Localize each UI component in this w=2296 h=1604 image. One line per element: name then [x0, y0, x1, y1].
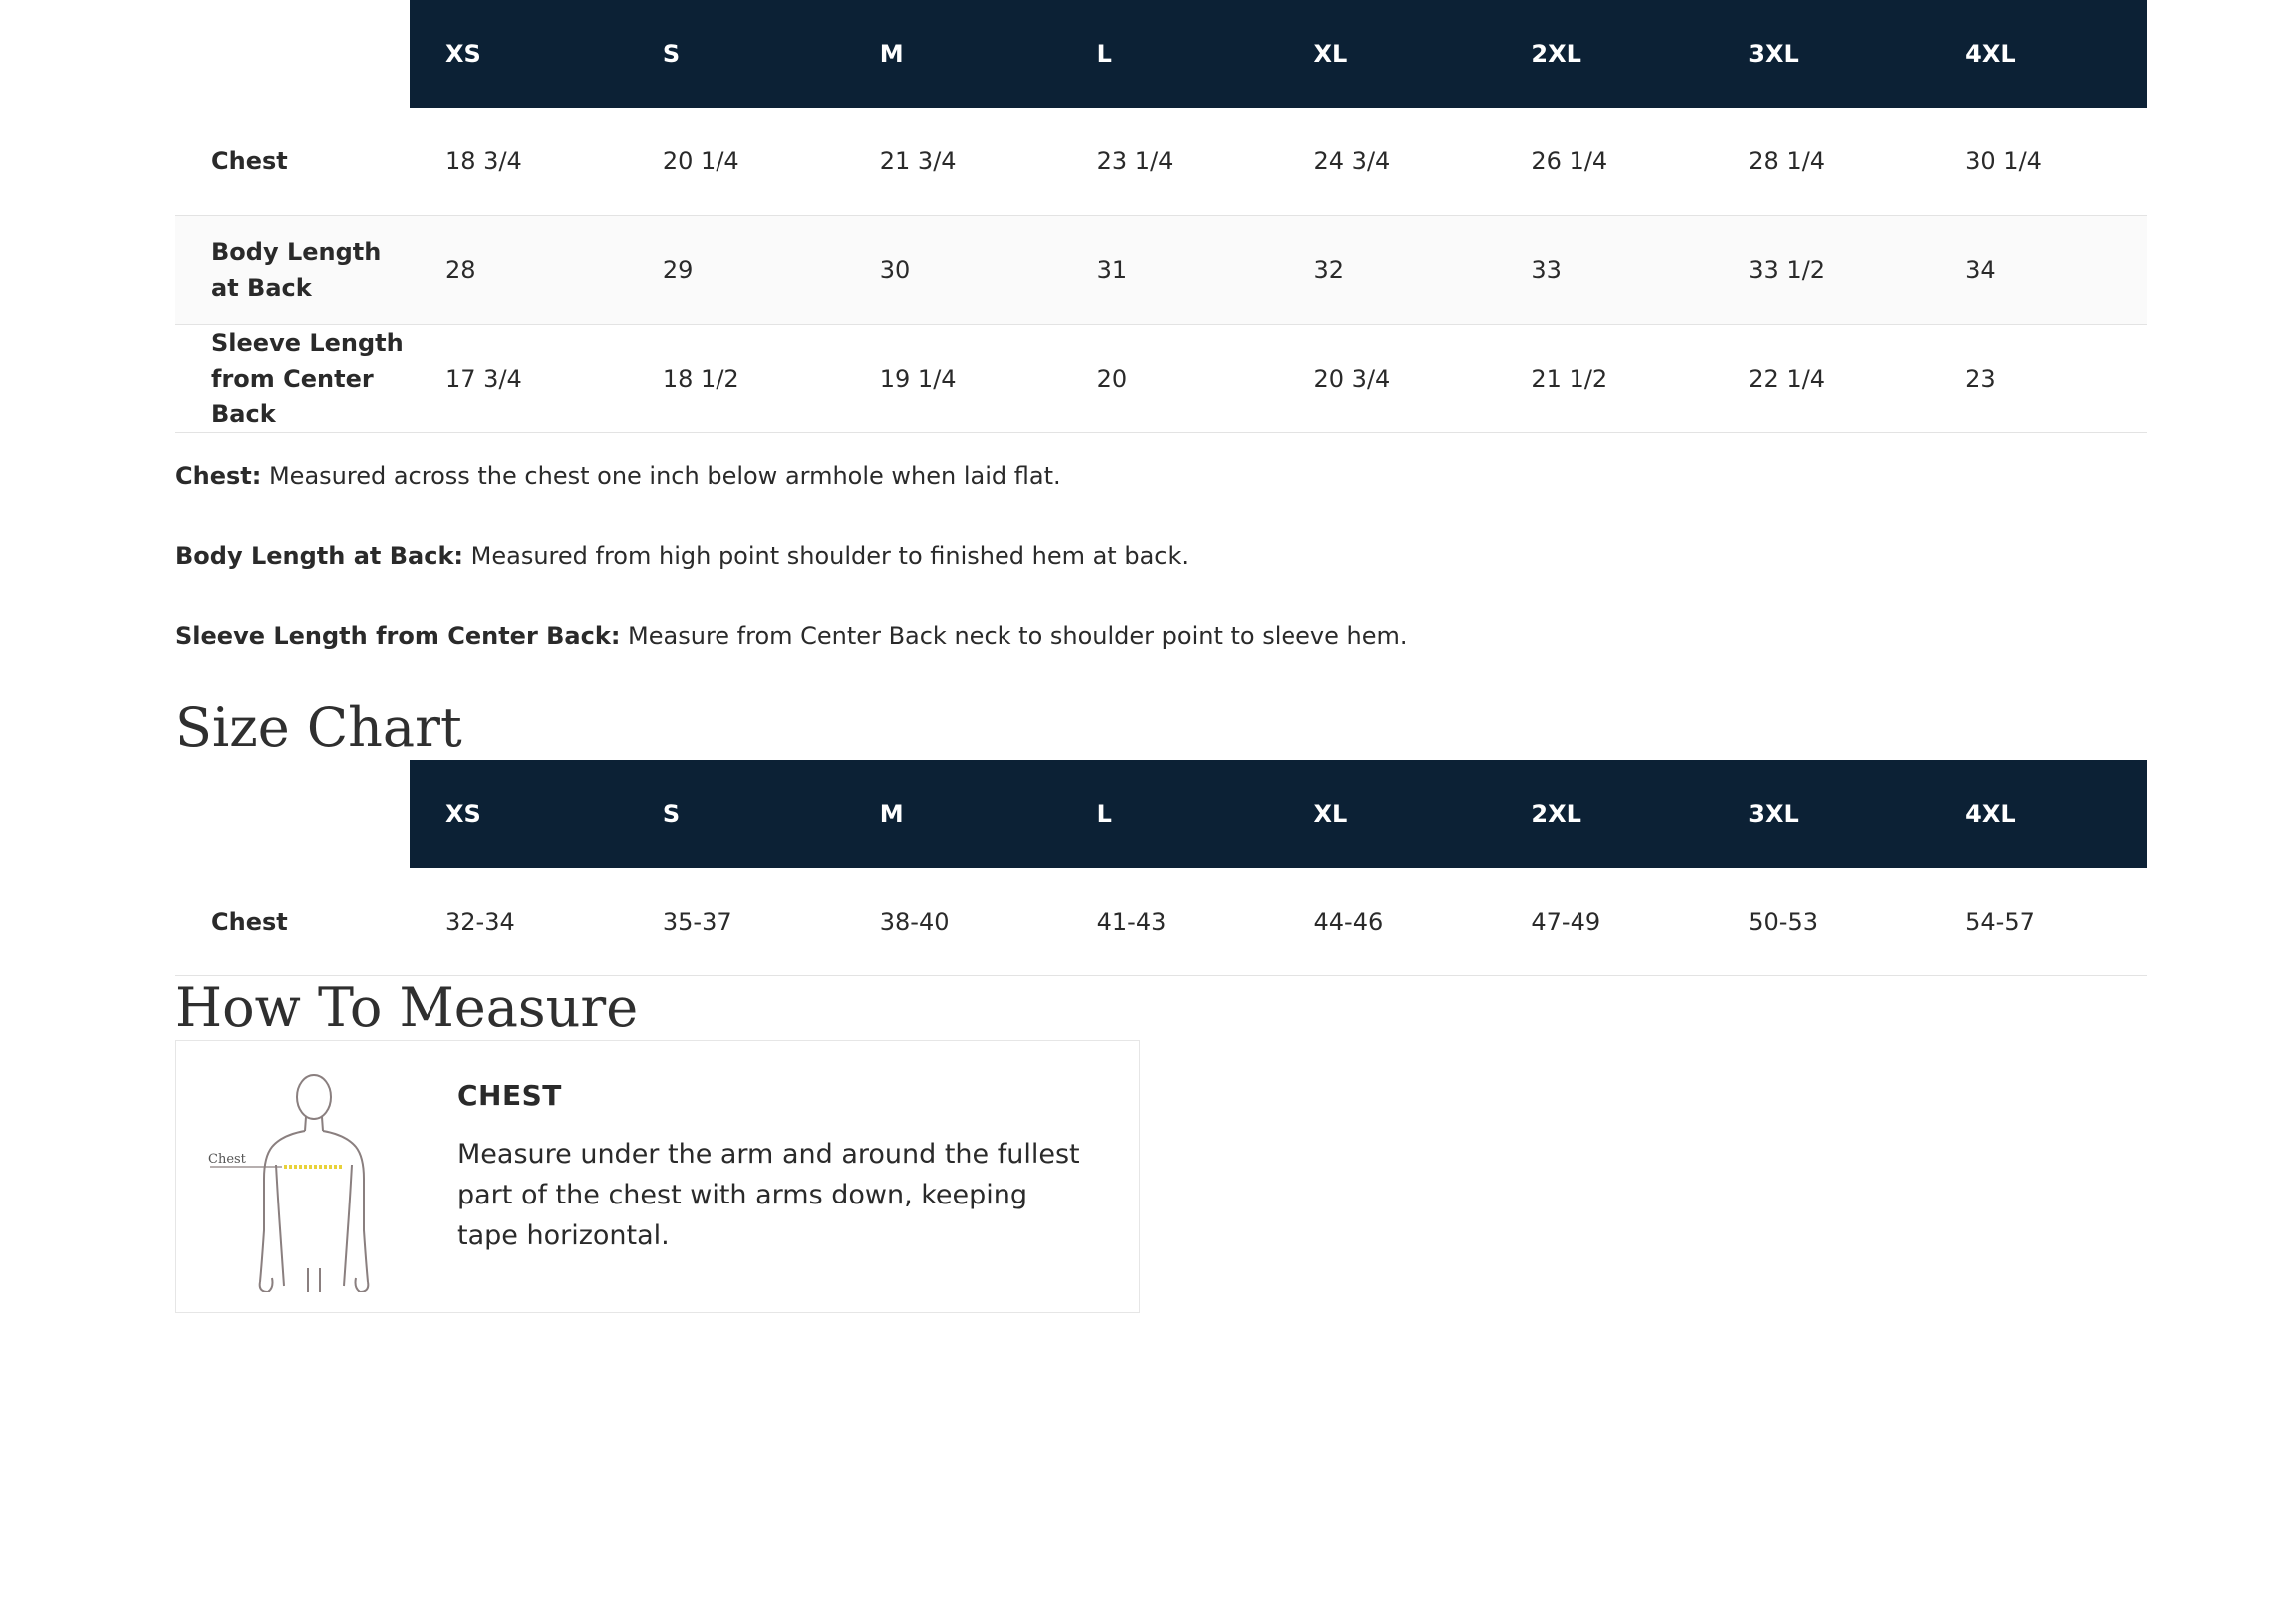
table-header-row — [175, 760, 2147, 868]
size-header: 4XL — [1929, 0, 2147, 108]
definition-term: Body Length at Back: — [175, 542, 464, 570]
table-cell: 28 1/4 — [1712, 108, 1929, 216]
measure-card-chest — [175, 1040, 1140, 1313]
size-chart-heading: Size Chart — [175, 696, 462, 759]
table-cell: 20 — [1061, 325, 1279, 433]
table-cell: 32-34 — [410, 868, 627, 976]
table-cell: 47-49 — [1495, 868, 1712, 976]
size-header: S — [627, 0, 844, 108]
table-cell: 32 — [1279, 216, 1496, 325]
table-header-row — [175, 0, 2147, 108]
size-header: L — [1061, 0, 1279, 108]
table-cell: 20 3/4 — [1279, 325, 1496, 433]
size-header: 4XL — [1929, 760, 2147, 868]
table-cell: 19 1/4 — [844, 325, 1061, 433]
measure-text — [457, 1041, 1095, 1312]
measurements-table — [175, 0, 2147, 433]
size-header: 3XL — [1712, 0, 1929, 108]
row-label: Sleeve Length from Center Back — [175, 325, 410, 433]
table-cell: 18 3/4 — [410, 108, 627, 216]
table-cell: 54-57 — [1929, 868, 2147, 976]
row-label: Body Length at Back — [175, 216, 410, 325]
table-cell: 17 3/4 — [410, 325, 627, 433]
size-header: M — [844, 0, 1061, 108]
table-cell: 50-53 — [1712, 868, 1929, 976]
table-cell: 31 — [1061, 216, 1279, 325]
table-cell: 26 1/4 — [1495, 108, 1712, 216]
chest-figure — [176, 1041, 457, 1312]
definition-text: Measured across the chest one inch below armhole when laid flat. — [261, 462, 1061, 490]
table-cell: 30 — [844, 216, 1061, 325]
table-cell: 30 1/4 — [1929, 108, 2147, 216]
table-row-chest — [175, 868, 2147, 976]
table-cell: 23 — [1929, 325, 2147, 433]
size-header: XL — [1279, 0, 1496, 108]
measure-title: CHEST — [457, 1079, 562, 1112]
table-row-body-length — [175, 216, 2147, 325]
table-cell: 18 1/2 — [627, 325, 844, 433]
size-chart-table — [175, 760, 2147, 976]
table-cell: 44-46 — [1279, 868, 1496, 976]
definition-chest — [175, 457, 2147, 495]
size-header: M — [844, 760, 1061, 868]
measure-description: Measure under the arm and around the fullest part of the chest with arms down, keeping tape horizontal. — [457, 1139, 1080, 1251]
table-cell: 24 3/4 — [1279, 108, 1496, 216]
table-row-chest — [175, 108, 2147, 216]
how-to-measure-heading: How To Measure — [175, 976, 639, 1039]
definition-term: Chest: — [175, 462, 262, 490]
size-header: L — [1061, 760, 1279, 868]
definition-sleeve-length — [175, 617, 2147, 655]
body-outline-icon — [198, 1061, 398, 1292]
table-cell: 23 1/4 — [1061, 108, 1279, 216]
table-cell: 20 1/4 — [627, 108, 844, 216]
table-cell: 41-43 — [1061, 868, 1279, 976]
header-blank-cell — [175, 760, 410, 868]
table-row-sleeve-length — [175, 325, 2147, 433]
figure-label: Chest — [208, 1152, 246, 1167]
table-cell: 34 — [1929, 216, 2147, 325]
row-label: Chest — [175, 868, 410, 976]
table-cell: 21 3/4 — [844, 108, 1061, 216]
table-cell: 22 1/4 — [1712, 325, 1929, 433]
size-header: XS — [410, 760, 627, 868]
size-header: 2XL — [1495, 760, 1712, 868]
size-header: XL — [1279, 760, 1496, 868]
definition-term: Sleeve Length from Center Back: — [175, 622, 621, 650]
page-content — [175, 0, 2147, 1313]
definition-text: Measured from high point shoulder to finished hem at back. — [463, 542, 1190, 570]
definition-body-length — [175, 537, 2147, 575]
table-cell: 33 — [1495, 216, 1712, 325]
table-cell: 29 — [627, 216, 844, 325]
size-header: 3XL — [1712, 760, 1929, 868]
table-cell: 28 — [410, 216, 627, 325]
definition-text: Measure from Center Back neck to shoulder point to sleeve hem. — [620, 622, 1408, 650]
size-header: 2XL — [1495, 0, 1712, 108]
table-cell: 35-37 — [627, 868, 844, 976]
size-header: XS — [410, 0, 627, 108]
table-cell: 38-40 — [844, 868, 1061, 976]
table-cell: 33 1/2 — [1712, 216, 1929, 325]
row-label: Chest — [175, 108, 410, 216]
table-cell: 21 1/2 — [1495, 325, 1712, 433]
header-blank-cell — [175, 0, 410, 108]
measurement-definitions — [175, 457, 2147, 655]
size-header: S — [627, 760, 844, 868]
